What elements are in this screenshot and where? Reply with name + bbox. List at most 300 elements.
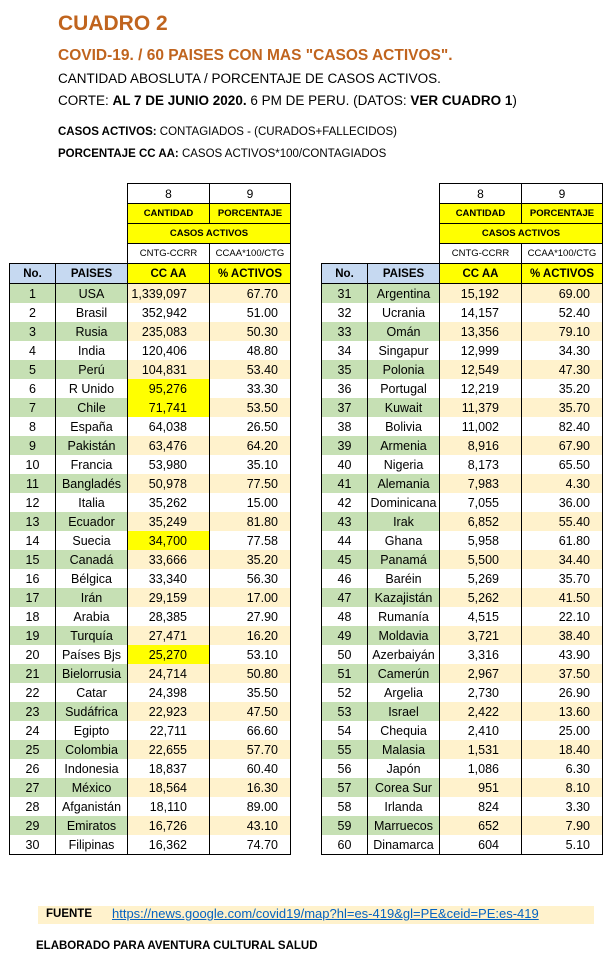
row-active-cases: 35,249	[128, 512, 210, 531]
col-number-val: 8	[440, 184, 522, 204]
row-country: Afganistán	[56, 797, 128, 816]
row-active-pct: 35.70	[522, 569, 603, 588]
row-active-pct: 56.30	[210, 569, 291, 588]
row-active-cases: 25,270	[128, 645, 210, 664]
row-active-cases: 352,942	[128, 303, 210, 322]
row-active-cases: 2,730	[440, 683, 522, 702]
row-active-pct: 35.20	[522, 379, 603, 398]
row-number: 7	[10, 398, 56, 417]
row-active-pct: 43.90	[522, 645, 603, 664]
row-active-cases: 18,110	[128, 797, 210, 816]
row-active-pct: 26.90	[522, 683, 603, 702]
row-number: 33	[322, 322, 368, 341]
row-country: Irak	[368, 512, 440, 531]
row-active-cases: 604	[440, 835, 522, 855]
row-active-cases: 12,549	[440, 360, 522, 379]
row-active-pct: 43.10	[210, 816, 291, 835]
row-country: Ucrania	[368, 303, 440, 322]
row-number: 39	[322, 436, 368, 455]
table-row	[322, 759, 603, 778]
table-left	[9, 183, 291, 855]
table-row	[10, 626, 291, 645]
row-number: 41	[322, 474, 368, 493]
row-active-pct: 34.40	[522, 550, 603, 569]
table-row	[322, 797, 603, 816]
row-country: Filipinas	[56, 835, 128, 855]
table-row	[10, 455, 291, 474]
row-active-pct: 26.50	[210, 417, 291, 436]
row-active-cases: 7,983	[440, 474, 522, 493]
row-country: Emiratos	[56, 816, 128, 835]
row-number: 10	[10, 455, 56, 474]
table-row	[322, 417, 603, 436]
cutoff-middle: 6 PM DE PERU. (DATOS:	[246, 93, 411, 108]
row-active-pct: 82.40	[522, 417, 603, 436]
header-porcentaje: PORCENTAJE	[210, 204, 291, 224]
table-row	[322, 778, 603, 797]
row-country: Dinamarca	[368, 835, 440, 855]
row-country: Malasia	[368, 740, 440, 759]
table-row	[322, 550, 603, 569]
row-number: 47	[322, 588, 368, 607]
row-active-pct: 67.90	[522, 436, 603, 455]
row-active-cases: 95,276	[128, 379, 210, 398]
row-active-pct: 33.30	[210, 379, 291, 398]
definition-active-text: CONTAGIADOS - (CURADOS+FALLECIDOS)	[156, 126, 397, 138]
row-active-cases: 11,379	[440, 398, 522, 417]
row-active-cases: 33,340	[128, 569, 210, 588]
row-number: 8	[10, 417, 56, 436]
row-number: 44	[322, 531, 368, 550]
row-number: 16	[10, 569, 56, 588]
row-active-pct: 15.00	[210, 493, 291, 512]
row-active-pct: 55.40	[522, 512, 603, 531]
header-paises: PAISES	[56, 264, 128, 284]
row-number: 38	[322, 417, 368, 436]
row-number: 53	[322, 702, 368, 721]
row-active-cases: 13,356	[440, 322, 522, 341]
row-active-pct: 36.00	[522, 493, 603, 512]
row-country: México	[56, 778, 128, 797]
row-active-pct: 77.50	[210, 474, 291, 493]
source-bar	[38, 906, 594, 924]
table-row	[10, 417, 291, 436]
row-number: 32	[322, 303, 368, 322]
row-country: Egipto	[56, 721, 128, 740]
row-number: 3	[10, 322, 56, 341]
definition-active-label: CASOS ACTIVOS:	[58, 126, 157, 138]
row-country: Ghana	[368, 531, 440, 550]
header-casos-activos: CASOS ACTIVOS	[128, 224, 291, 244]
table-row	[322, 303, 603, 322]
row-active-cases: 6,852	[440, 512, 522, 531]
row-number: 30	[10, 835, 56, 855]
row-country: Argentina	[368, 284, 440, 304]
table-row	[322, 645, 603, 664]
row-country: Sudáfrica	[56, 702, 128, 721]
row-country: USA	[56, 284, 128, 304]
table-row	[10, 550, 291, 569]
row-country: Panamá	[368, 550, 440, 569]
row-active-pct: 25.00	[522, 721, 603, 740]
row-active-cases: 120,406	[128, 341, 210, 360]
table-row	[322, 455, 603, 474]
row-active-cases: 22,923	[128, 702, 210, 721]
row-active-pct: 57.70	[210, 740, 291, 759]
header-formula-val: CNTG-CCRR	[128, 244, 210, 264]
row-active-pct: 48.80	[210, 341, 291, 360]
row-active-cases: 5,262	[440, 588, 522, 607]
row-country: Corea Sur	[368, 778, 440, 797]
row-active-pct: 34.30	[522, 341, 603, 360]
row-number: 13	[10, 512, 56, 531]
row-active-cases: 34,700	[128, 531, 210, 550]
row-country: Portugal	[368, 379, 440, 398]
row-country: Singapur	[368, 341, 440, 360]
table-row	[10, 303, 291, 322]
row-active-cases: 14,157	[440, 303, 522, 322]
row-active-pct: 67.70	[210, 284, 291, 304]
row-country: Perú	[56, 360, 128, 379]
row-country: Bolivia	[368, 417, 440, 436]
row-country: Suecia	[56, 531, 128, 550]
row-active-pct: 50.80	[210, 664, 291, 683]
row-number: 14	[10, 531, 56, 550]
row-active-pct: 35.20	[210, 550, 291, 569]
row-country: R Unido	[56, 379, 128, 398]
definition-active	[58, 126, 397, 138]
row-active-pct: 16.20	[210, 626, 291, 645]
row-country: Argelia	[368, 683, 440, 702]
row-number: 20	[10, 645, 56, 664]
table-row	[322, 835, 603, 855]
table-row	[322, 683, 603, 702]
row-active-cases: 3,316	[440, 645, 522, 664]
row-country: Baréin	[368, 569, 440, 588]
row-country: Bielorrusia	[56, 664, 128, 683]
table-row	[10, 778, 291, 797]
table-row	[10, 398, 291, 417]
row-active-pct: 79.10	[522, 322, 603, 341]
row-active-pct: 4.30	[522, 474, 603, 493]
page-title: CUADRO 2	[58, 12, 168, 35]
header-ccaa: CC AA	[440, 264, 522, 284]
table-row	[10, 740, 291, 759]
row-active-cases: 11,002	[440, 417, 522, 436]
row-country: Colombia	[56, 740, 128, 759]
row-active-cases: 53,980	[128, 455, 210, 474]
header-pct-activos: % ACTIVOS	[210, 264, 291, 284]
row-active-cases: 16,726	[128, 816, 210, 835]
table-row	[322, 398, 603, 417]
row-active-pct: 65.50	[522, 455, 603, 474]
row-country: Nigeria	[368, 455, 440, 474]
row-active-cases: 5,958	[440, 531, 522, 550]
row-number: 27	[10, 778, 56, 797]
row-active-cases: 12,219	[440, 379, 522, 398]
row-active-cases: 7,055	[440, 493, 522, 512]
row-country: Brasil	[56, 303, 128, 322]
row-active-pct: 47.50	[210, 702, 291, 721]
col-number-pct: 9	[210, 184, 291, 204]
table-row	[322, 531, 603, 550]
definition-pct-text: CASOS ACTIVOS*100/CONTAGIADOS	[178, 148, 387, 160]
row-country: Indonesia	[56, 759, 128, 778]
footer-credit: ELABORADO PARA AVENTURA CULTURAL SALUD	[36, 940, 318, 952]
header-porcentaje: PORCENTAJE	[522, 204, 603, 224]
row-active-cases: 12,999	[440, 341, 522, 360]
row-active-pct: 52.40	[522, 303, 603, 322]
row-active-pct: 74.70	[210, 835, 291, 855]
header-formula-val: CNTG-CCRR	[440, 244, 522, 264]
row-active-cases: 18,564	[128, 778, 210, 797]
row-active-pct: 22.10	[522, 607, 603, 626]
row-country: Kazajistán	[368, 588, 440, 607]
row-country: Ecuador	[56, 512, 128, 531]
header-formula-pct: CCAA*100/CTG	[210, 244, 291, 264]
row-number: 56	[322, 759, 368, 778]
row-country: Omán	[368, 322, 440, 341]
table-row	[10, 360, 291, 379]
table-row	[322, 702, 603, 721]
table-row	[322, 379, 603, 398]
row-number: 21	[10, 664, 56, 683]
row-active-cases: 2,422	[440, 702, 522, 721]
table-row	[322, 626, 603, 645]
row-number: 2	[10, 303, 56, 322]
row-active-cases: 4,515	[440, 607, 522, 626]
row-country: Bélgica	[56, 569, 128, 588]
row-active-pct: 69.00	[522, 284, 603, 304]
row-country: Irán	[56, 588, 128, 607]
row-active-cases: 104,831	[128, 360, 210, 379]
row-number: 51	[322, 664, 368, 683]
header-casos-activos: CASOS ACTIVOS	[440, 224, 603, 244]
row-number: 28	[10, 797, 56, 816]
table-row	[10, 816, 291, 835]
row-number: 55	[322, 740, 368, 759]
row-active-cases: 27,471	[128, 626, 210, 645]
row-country: Chile	[56, 398, 128, 417]
row-active-pct: 16.30	[210, 778, 291, 797]
row-number: 4	[10, 341, 56, 360]
row-active-cases: 5,269	[440, 569, 522, 588]
row-number: 5	[10, 360, 56, 379]
row-number: 22	[10, 683, 56, 702]
row-country: Arabia	[56, 607, 128, 626]
row-number: 25	[10, 740, 56, 759]
row-active-pct: 50.30	[210, 322, 291, 341]
row-active-pct: 89.00	[210, 797, 291, 816]
row-country: Canadá	[56, 550, 128, 569]
row-number: 9	[10, 436, 56, 455]
header-pct-activos: % ACTIVOS	[522, 264, 603, 284]
row-number: 42	[322, 493, 368, 512]
row-number: 35	[322, 360, 368, 379]
row-number: 46	[322, 569, 368, 588]
cutoff-suffix: )	[512, 93, 517, 108]
row-active-cases: 50,978	[128, 474, 210, 493]
row-number: 11	[10, 474, 56, 493]
table-row	[10, 341, 291, 360]
row-active-cases: 1,086	[440, 759, 522, 778]
table-row	[10, 379, 291, 398]
table-row	[322, 569, 603, 588]
row-active-pct: 51.00	[210, 303, 291, 322]
row-country: Israel	[368, 702, 440, 721]
table-row	[322, 284, 603, 304]
row-active-cases: 3,721	[440, 626, 522, 645]
row-active-cases: 8,173	[440, 455, 522, 474]
row-active-pct: 53.50	[210, 398, 291, 417]
table-row	[10, 474, 291, 493]
row-country: Alemania	[368, 474, 440, 493]
row-active-pct: 38.40	[522, 626, 603, 645]
row-active-cases: 652	[440, 816, 522, 835]
row-country: Chequia	[368, 721, 440, 740]
row-active-pct: 61.80	[522, 531, 603, 550]
row-active-pct: 53.10	[210, 645, 291, 664]
row-number: 24	[10, 721, 56, 740]
row-active-pct: 5.10	[522, 835, 603, 855]
row-number: 52	[322, 683, 368, 702]
table-row	[10, 531, 291, 550]
row-country: Azerbaiyán	[368, 645, 440, 664]
row-active-pct: 47.30	[522, 360, 603, 379]
row-country: Camerún	[368, 664, 440, 683]
row-number: 50	[322, 645, 368, 664]
row-number: 59	[322, 816, 368, 835]
row-country: Países Bjs	[56, 645, 128, 664]
table-row	[10, 284, 291, 304]
header-ccaa: CC AA	[128, 264, 210, 284]
table-row	[322, 607, 603, 626]
table-row	[10, 721, 291, 740]
row-active-cases: 16,362	[128, 835, 210, 855]
row-number: 31	[322, 284, 368, 304]
header-cantidad: CANTIDAD	[440, 204, 522, 224]
row-active-cases: 24,714	[128, 664, 210, 683]
row-active-pct: 60.40	[210, 759, 291, 778]
row-number: 6	[10, 379, 56, 398]
cutoff-date: AL 7 DE JUNIO 2020.	[112, 93, 247, 108]
row-active-cases: 8,916	[440, 436, 522, 455]
table-row	[322, 341, 603, 360]
row-country: Francia	[56, 455, 128, 474]
row-number: 40	[322, 455, 368, 474]
row-active-cases: 951	[440, 778, 522, 797]
definition-pct	[58, 148, 386, 160]
table-row	[322, 493, 603, 512]
row-active-cases: 824	[440, 797, 522, 816]
row-active-cases: 1,531	[440, 740, 522, 759]
table-row	[10, 683, 291, 702]
row-active-pct: 37.50	[522, 664, 603, 683]
row-number: 26	[10, 759, 56, 778]
row-country: Catar	[56, 683, 128, 702]
row-active-pct: 17.00	[210, 588, 291, 607]
row-number: 23	[10, 702, 56, 721]
table-row	[10, 588, 291, 607]
row-active-cases: 28,385	[128, 607, 210, 626]
row-active-pct: 35.10	[210, 455, 291, 474]
table-row	[10, 645, 291, 664]
row-country: Moldavia	[368, 626, 440, 645]
row-active-pct: 66.60	[210, 721, 291, 740]
page-subtitle: COVID-19. / 60 PAISES CON MAS "CASOS ACTIVOS".	[58, 47, 453, 64]
table-row	[322, 322, 603, 341]
row-country: Dominicana	[368, 493, 440, 512]
header-cantidad: CANTIDAD	[128, 204, 210, 224]
row-country: Japón	[368, 759, 440, 778]
row-number: 15	[10, 550, 56, 569]
row-active-cases: 15,192	[440, 284, 522, 304]
definition-pct-label: PORCENTAJE CC AA:	[58, 148, 179, 160]
row-active-pct: 18.40	[522, 740, 603, 759]
table-row	[10, 322, 291, 341]
table-row	[322, 721, 603, 740]
table-row	[322, 816, 603, 835]
table-row	[10, 493, 291, 512]
row-active-pct: 13.60	[522, 702, 603, 721]
header-paises: PAISES	[368, 264, 440, 284]
source-link[interactable]: https://news.google.com/covid19/map?hl=es-419&gl=PE&ceid=PE:es-419	[112, 906, 539, 921]
table-row	[10, 759, 291, 778]
table-row	[10, 607, 291, 626]
header-no: No.	[10, 264, 56, 284]
row-country: Pakistán	[56, 436, 128, 455]
row-number: 49	[322, 626, 368, 645]
source-label: FUENTE	[46, 908, 92, 920]
row-country: Kuwait	[368, 398, 440, 417]
row-number: 19	[10, 626, 56, 645]
row-number: 57	[322, 778, 368, 797]
row-active-pct: 41.50	[522, 588, 603, 607]
row-country: Rumanía	[368, 607, 440, 626]
row-number: 17	[10, 588, 56, 607]
row-country: Armenia	[368, 436, 440, 455]
row-country: India	[56, 341, 128, 360]
row-country: Rusia	[56, 322, 128, 341]
row-number: 54	[322, 721, 368, 740]
table-row	[322, 664, 603, 683]
row-number: 58	[322, 797, 368, 816]
row-active-cases: 64,038	[128, 417, 210, 436]
row-number: 60	[322, 835, 368, 855]
row-number: 34	[322, 341, 368, 360]
row-active-pct: 8.10	[522, 778, 603, 797]
table-row	[10, 702, 291, 721]
col-number-pct: 9	[522, 184, 603, 204]
header-formula-pct: CCAA*100/CTG	[522, 244, 603, 264]
row-country: España	[56, 417, 128, 436]
table-row	[322, 740, 603, 759]
table-right	[321, 183, 603, 855]
row-number: 12	[10, 493, 56, 512]
row-active-cases: 63,476	[128, 436, 210, 455]
row-active-cases: 1,339,097	[128, 284, 210, 304]
table-row	[10, 835, 291, 855]
row-active-pct: 64.20	[210, 436, 291, 455]
row-active-cases: 22,711	[128, 721, 210, 740]
row-active-cases: 2,410	[440, 721, 522, 740]
row-active-cases: 35,262	[128, 493, 210, 512]
row-country: Marruecos	[368, 816, 440, 835]
table-row	[322, 436, 603, 455]
row-country: Irlanda	[368, 797, 440, 816]
row-active-cases: 5,500	[440, 550, 522, 569]
row-active-pct: 3.30	[522, 797, 603, 816]
